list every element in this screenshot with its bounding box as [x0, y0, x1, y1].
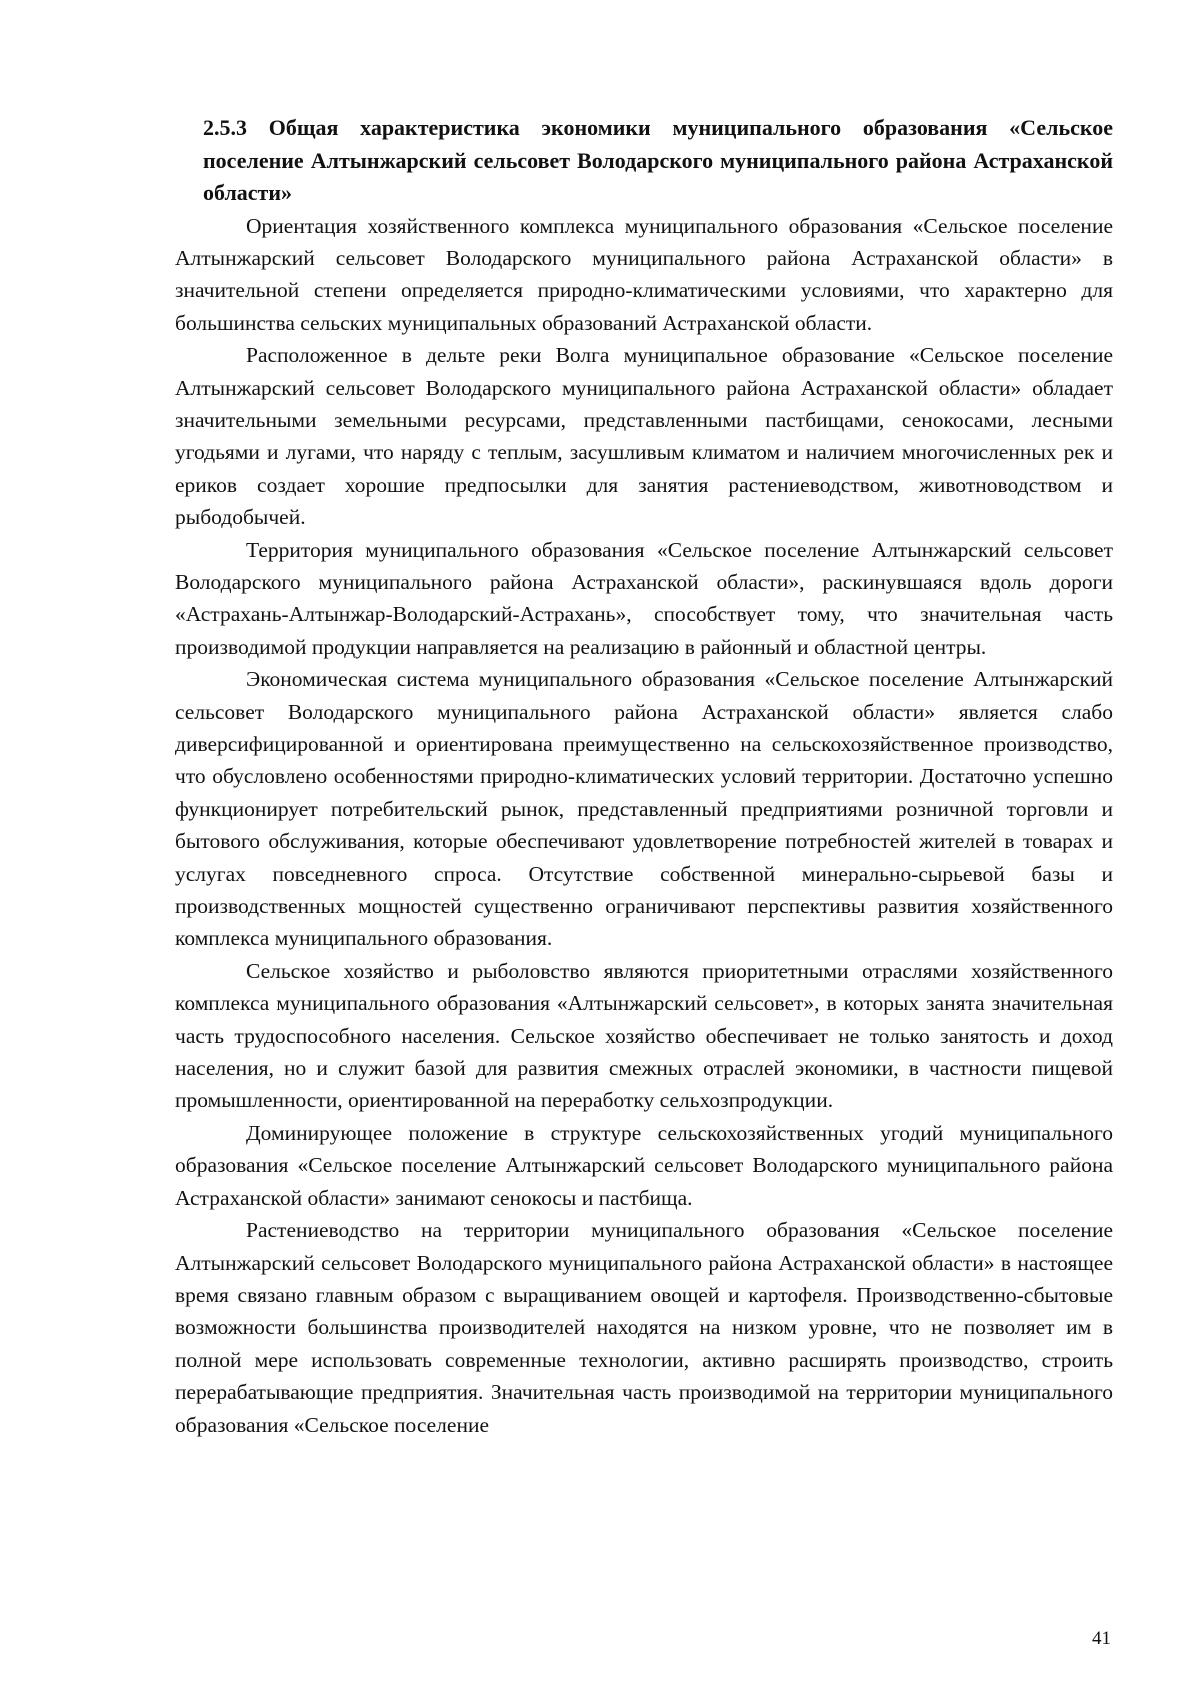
paragraph-1: Ориентация хозяйственного комплекса муниципального образования «Сельское поселение Алтынжарский сельсовет Володарского муниципального района Астраханской области» в значительной степени определяется природно-климатическими условиями, что характерно для большинства сельских муниципальных образований Астраханской области.: [175, 213, 1113, 335]
paragraph-6: Доминирующее положение в структуре сельскохозяйственных угодий муниципального образования «Сельское поселение Алтынжарский сельсовет Володарского муниципального района Астраханской области» занимают сенокосы и пастбища.: [175, 1120, 1113, 1210]
section-heading: 2.5.3 Общая характеристика экономики муниципального образования «Сельское поселение Алтынжарский сельсовет Володарского муниципального района Астраханской области»: [203, 115, 1113, 205]
paragraph-7: Растениеводство на территории муниципального образования «Сельское поселение Алтынжарский сельсовет Володарского муниципального района Астраханской области» в настоящее время связано главным образом с выращиванием овощей и картофеля. Производственно-сбытовые возможности большинства производителей находятся на низком уровне, что не позволяет им в полной мере использовать современные технологии, активно расширять производство, строить перерабатывающие предприятия. Значительная часть производимой на территории муниципального образования «Сельское поселение: [175, 1218, 1113, 1437]
paragraph-2: Расположенное в дельте реки Волга муниципальное образование «Сельское поселение Алтынжарский сельсовет Володарского муниципального района Астраханской области» обладает значительными земельными ресурсами, представленными пастбищами, сенокосами, лесными угодьями и лугами, что наряду с теплым, засушливым климатом и наличием многочисленных рек и ериков создает хорошие предпосылки для занятия растениеводством, животноводством и рыбодобычей.: [175, 343, 1113, 530]
document-page: [175, 112, 1113, 1441]
paragraph-3: Территория муниципального образования «Сельское поселение Алтынжарский сельсовет Володарского муниципального района Астраханской области», раскинувшаяся вдоль дороги «Астрахань-Алтынжар-Володарский-Астрахань», способствует тому, что значительная часть производимой продукции направляется на реализацию в районный и областной центры.: [175, 537, 1113, 659]
page-number: 41: [1092, 1628, 1111, 1649]
paragraph-5: Сельское хозяйство и рыболовство являются приоритетными отраслями хозяйственного комплекса муниципального образования «Алтынжарский сельсовет», в которых занята значительная часть трудоспособного населения. Сельское хозяйство обеспечивает не только занятость и доход населения, но и служит базой для развития смежных отраслей экономики, в частности пищевой промышленности, ориентированной на переработку сельхозпродукции.: [175, 958, 1113, 1113]
paragraph-4: Экономическая система муниципального образования «Сельское поселение Алтынжарский сельсовет Володарского муниципального района Астраханской области» является слабо диверсифицированной и ориентирована преимущественно на сельскохозяйственное производство, что обусловлено особенностями природно-климатических условий территории. Достаточно успешно функционирует потребительский рынок, представленный предприятиями розничной торговли и бытового обслуживания, которые обеспечивают удовлетворение потребностей жителей в товарах и услугах повседневного спроса. Отсутствие собственной минерально-сырьевой базы и производственных мощностей существенно ограничивают перспективы развития хозяйственного комплекса муниципального образования.: [175, 667, 1113, 951]
